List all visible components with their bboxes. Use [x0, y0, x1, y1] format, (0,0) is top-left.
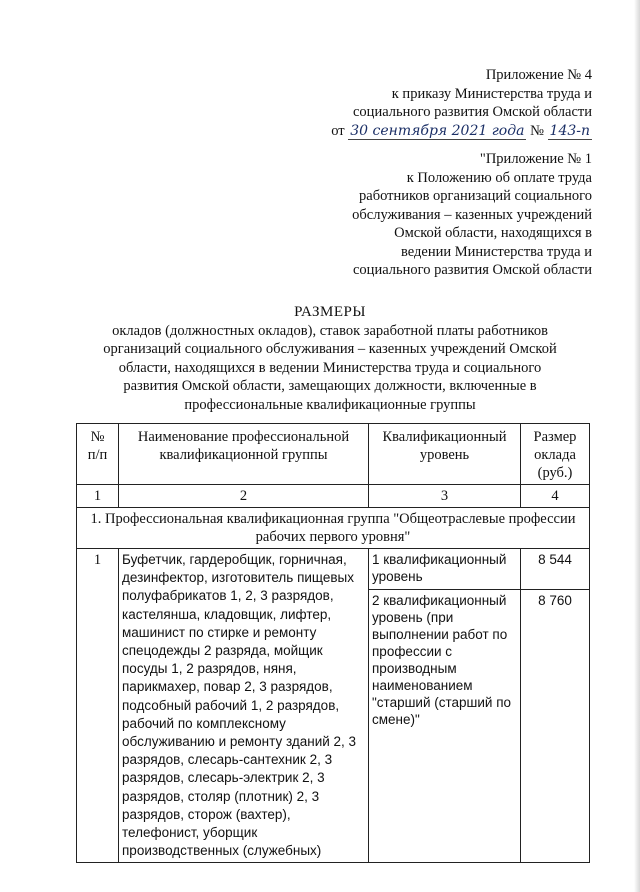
header-group-name: Наименование профессиональной квалификационной группы — [119, 424, 369, 485]
appendix-1-line: социального развития Омской области — [353, 262, 592, 278]
column-index-row — [77, 485, 590, 508]
profession-line: разрядов, столяр (плотник) 2, 3 — [122, 788, 320, 804]
column-index: 4 — [521, 485, 590, 508]
qualification-level-1 — [369, 549, 521, 590]
title-line: окладов (должностных окладов), ставок заработной платы работников — [112, 322, 548, 339]
header-size-line: оклада — [534, 447, 576, 463]
level-line: 2 квалификационный — [372, 593, 507, 608]
profession-line: обслуживанию и ремонту зданий 2, 3 — [122, 734, 357, 750]
profession-line: телефонист, уборщик — [122, 825, 258, 841]
profession-line: разрядов, слесарь-электрик 2, 3 — [122, 770, 325, 786]
appendix-4-line-2: к приказу Министерства труда и — [391, 85, 592, 102]
profession-line: машинист по стирке и ремонту — [122, 624, 317, 640]
column-index: 2 — [119, 485, 369, 508]
handwritten-order-number: 143-п — [549, 122, 590, 139]
table-header-row — [77, 424, 590, 485]
profession-line: разрядов, сторож (вахтер), — [122, 806, 291, 822]
profession-line: производственных (служебных) — [122, 843, 322, 859]
appendix-1-line: обслуживания – казенных учреждений — [352, 206, 592, 223]
appendix-1-line: к Положению об оплате труда — [406, 169, 592, 186]
level-line: 1 квалификационный — [372, 552, 507, 567]
number-prefix: № — [530, 122, 544, 139]
title-line: развития Омской области, замещающих должности, включенные в — [123, 378, 537, 394]
date-prefix: от — [331, 122, 345, 139]
title-line: организаций социального обслуживания – казенных учреждений Омской — [103, 341, 557, 357]
appendix-1-line: ведении Министерства труда и — [401, 243, 592, 260]
professions-list — [119, 549, 369, 863]
level-line: выполнении работ по — [372, 627, 508, 642]
profession-line: парикмахер, повар 2, 3 разрядов, — [122, 679, 333, 695]
handwritten-date: 30 сентября 2021 года — [350, 122, 525, 139]
profession-line: кастелянша, кладовщик, лифтер, — [122, 606, 332, 622]
header-size-line: (руб.) — [537, 465, 573, 481]
header-size-line: Размер — [533, 429, 577, 445]
title-line: профессиональные квалификационные группы — [184, 396, 476, 413]
profession-line: спецодежды 2 разряда, мойщик — [122, 643, 323, 659]
level-line: уровень — [372, 569, 423, 584]
page-edge-shadow — [634, 0, 640, 892]
profession-line: полуфабрикатов 1, 2, 3 разрядов, — [122, 588, 334, 604]
level-line: производным — [372, 661, 457, 676]
column-index: 1 — [77, 485, 119, 508]
profession-line: подсобный рабочий 1, 2 разрядов, — [122, 697, 340, 713]
header-number-line: № — [90, 429, 105, 445]
profession-line: рабочий по комплексному — [122, 715, 286, 731]
salary-value-1: 8 544 — [521, 549, 590, 590]
title-heading: РАЗМЕРЫ — [294, 304, 366, 320]
profession-line: разрядов, слесарь-сантехник 2, 3 — [122, 752, 333, 768]
level-line: профессии с — [372, 644, 453, 659]
header-number-line: п/п — [87, 447, 108, 463]
appendix-4-header — [272, 66, 592, 140]
appendix-1-line: Омской области, находящихся в — [394, 225, 592, 241]
appendix-1-line: "Приложение № 1 — [479, 151, 592, 167]
appendix-1-header — [272, 150, 592, 280]
group-title: 1. Профессиональная квалификационная группа "Общеотраслевые профессии рабочих первого уровня" — [77, 508, 590, 549]
salary-table — [76, 423, 590, 863]
row-number: 1 — [77, 549, 119, 863]
profession-line: дезинфектор, изготовитель пищевых — [122, 570, 355, 586]
appendix-4-line-3: социального развития Омской области — [353, 104, 592, 120]
table-row — [77, 549, 590, 590]
document-title — [70, 303, 590, 414]
order-date-line — [272, 122, 592, 141]
level-line: смене)" — [372, 712, 420, 727]
qualification-level-2 — [369, 590, 521, 863]
group-title-row — [77, 508, 590, 549]
header-salary-size — [521, 424, 590, 485]
level-line: "старший (старший по — [372, 695, 512, 710]
profession-line: посуды 1, 2 разрядов, няня, — [122, 661, 297, 677]
salary-value-2: 8 760 — [521, 590, 590, 863]
profession-line: Буфетчик, гардеробщик, горничная, — [122, 552, 347, 567]
appendix-4-line-1: Приложение № 4 — [485, 67, 592, 83]
header-qualification-level: Квалификационный уровень — [369, 424, 521, 485]
title-line: области, находящихся в ведении Министерства труда и социального — [118, 359, 542, 376]
level-line: наименованием — [372, 678, 473, 693]
level-line: уровень (при — [372, 610, 454, 625]
header-number — [77, 424, 119, 485]
appendix-1-line: работников организаций социального — [359, 188, 592, 204]
column-index: 3 — [369, 485, 521, 508]
